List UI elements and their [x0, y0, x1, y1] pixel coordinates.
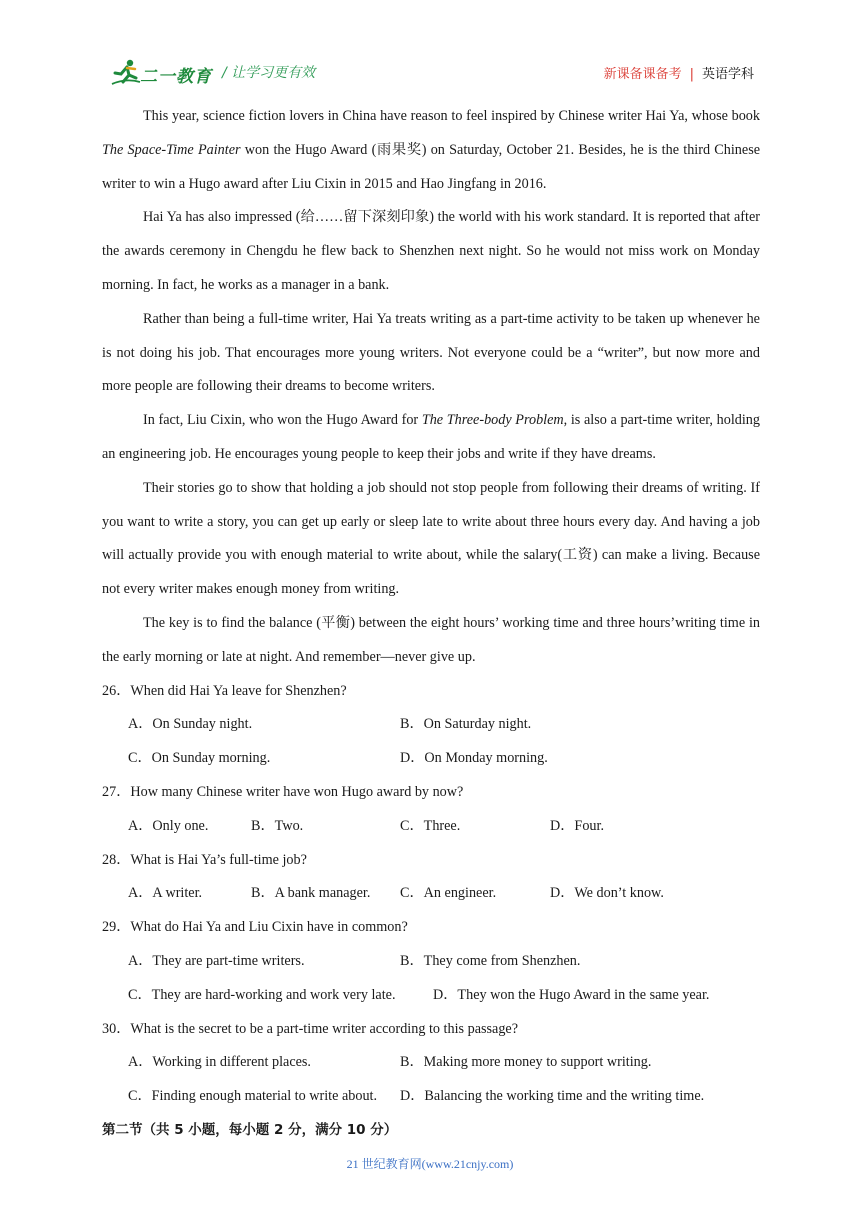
- question-options: [102, 945, 760, 979]
- option-d[interactable]: D．Four.: [550, 817, 604, 834]
- option-c[interactable]: C．They are hard-working and work very late.: [128, 986, 396, 1003]
- question-stem: 30．What is the secret to be a part-time writer according to this passage?: [102, 1020, 519, 1037]
- question-options: [102, 742, 760, 776]
- passage-paragraph-4: [102, 404, 760, 472]
- option-a[interactable]: A．Working in different places.: [128, 1054, 311, 1071]
- logo: [102, 56, 214, 88]
- question-stem: 29．What do Hai Ya and Liu Cixin have in common?: [102, 919, 408, 936]
- question-options: [102, 1046, 760, 1080]
- tag-left: 新课备课备考: [603, 67, 682, 82]
- option-a[interactable]: A．A writer.: [128, 885, 203, 902]
- slogan: / 让学习更有效: [222, 65, 316, 81]
- option-b[interactable]: B．A bank manager.: [251, 885, 371, 902]
- passage-paragraph-1: [102, 100, 760, 201]
- option-c[interactable]: C．Three.: [400, 817, 461, 834]
- option-b[interactable]: B．Two.: [251, 817, 304, 834]
- passage-paragraph-6: The key is to find the balance (平衡) between the eight hours’ working time and three hours’writing time in the early morning or late at night. And remember—never give up.: [102, 614, 760, 665]
- option-c[interactable]: C．On Sunday morning.: [128, 750, 271, 767]
- option-d[interactable]: D．Balancing the working time and the writing time.: [400, 1088, 705, 1105]
- option-b[interactable]: B．They come from Shenzhen.: [400, 952, 581, 969]
- p1-text: This year, science fiction lovers in China have reason to feel inspired by Chinese writer Hai Ya, whose book: [143, 108, 760, 124]
- question-options: [102, 810, 760, 844]
- document-body: [102, 100, 760, 1148]
- option-a[interactable]: A．On Sunday night.: [128, 716, 253, 733]
- passage-paragraph-3: Rather than being a full-time writer, Hai Ya treats writing as a part-time activity to be taken up whenever he is not doing his job. That encourages more young writers. Not everyone could be a “writer”, but now more and more people are following their dreams to become writers.: [102, 310, 760, 395]
- p1-rest: won the Hugo Award (雨果奖) on Saturday, October 21. Besides, he is the third Chinese writer to win a Hugo award after Liu Cixin in 2015 and Hao Jingfang in 2016.: [102, 141, 761, 192]
- tag-right: 英语学科: [701, 67, 754, 82]
- option-b[interactable]: B．On Saturday night.: [400, 716, 532, 733]
- option-c[interactable]: C．An engineer.: [400, 885, 497, 902]
- question-options: [102, 1080, 760, 1114]
- passage-paragraph-5: Their stories go to show that holding a job should not stop people from following their dreams of writing. If you want to write a story, you can get up early or sleep late to write about three hours every day. And having a job will actually provide you with enough material to write about, while the salary(工资) can make a living. Because not every writer makes enough money from writing.: [102, 479, 760, 598]
- page-header: [102, 56, 762, 88]
- book-title-italic: The Three-body Problem: [421, 412, 564, 429]
- logo-text: 二一教育: [140, 67, 212, 87]
- book-title-italic: The Space-Time Painter: [102, 141, 241, 158]
- question-options: [102, 979, 760, 1013]
- option-d[interactable]: D．On Monday morning.: [400, 750, 548, 767]
- passage-paragraph-2: Hai Ya has also impressed (给……留下深刻印象) the world with his work standard. It is reported that after the awards ceremony in Chengdu he flew back to Shenzhen next night. So he would not miss work on Monday morning. In fact, he works as a manager in a bank.: [102, 209, 760, 293]
- question-options: [102, 877, 760, 911]
- option-c[interactable]: C．Finding enough material to write about.: [128, 1088, 378, 1105]
- p4-text: In fact, Liu Cixin, who won the Hugo Award for: [143, 412, 422, 429]
- question-stem: 26．When did Hai Ya leave for Shenzhen?: [102, 682, 347, 699]
- option-b[interactable]: B．Making more money to support writing.: [400, 1054, 652, 1071]
- subject-tag: [604, 63, 754, 82]
- page-footer[interactable]: 21 世纪教育网(www.21cnjy.com): [346, 1157, 514, 1171]
- question-stem: 28．What is Hai Ya’s full-time job?: [102, 851, 307, 868]
- section-title: 第二节（共 5 小题，每小题 2 分，满分 10 分）: [102, 1121, 398, 1138]
- option-d[interactable]: D．They won the Hugo Award in the same year.: [433, 986, 710, 1003]
- question-options: [102, 708, 760, 742]
- question-stem: 27．How many Chinese writer have won Hugo award by now?: [102, 783, 464, 800]
- tag-separator: |: [689, 67, 694, 82]
- option-a[interactable]: A．Only one.: [128, 817, 209, 834]
- option-d[interactable]: D．We don’t know.: [550, 885, 664, 902]
- p4-rest: , is also a part-time writer, holding an engineering job. He encourages young people to keep their jobs and write if they have dreams.: [102, 412, 760, 462]
- runner-logo-icon: [110, 58, 142, 86]
- option-a[interactable]: A．They are part-time writers.: [128, 952, 305, 969]
